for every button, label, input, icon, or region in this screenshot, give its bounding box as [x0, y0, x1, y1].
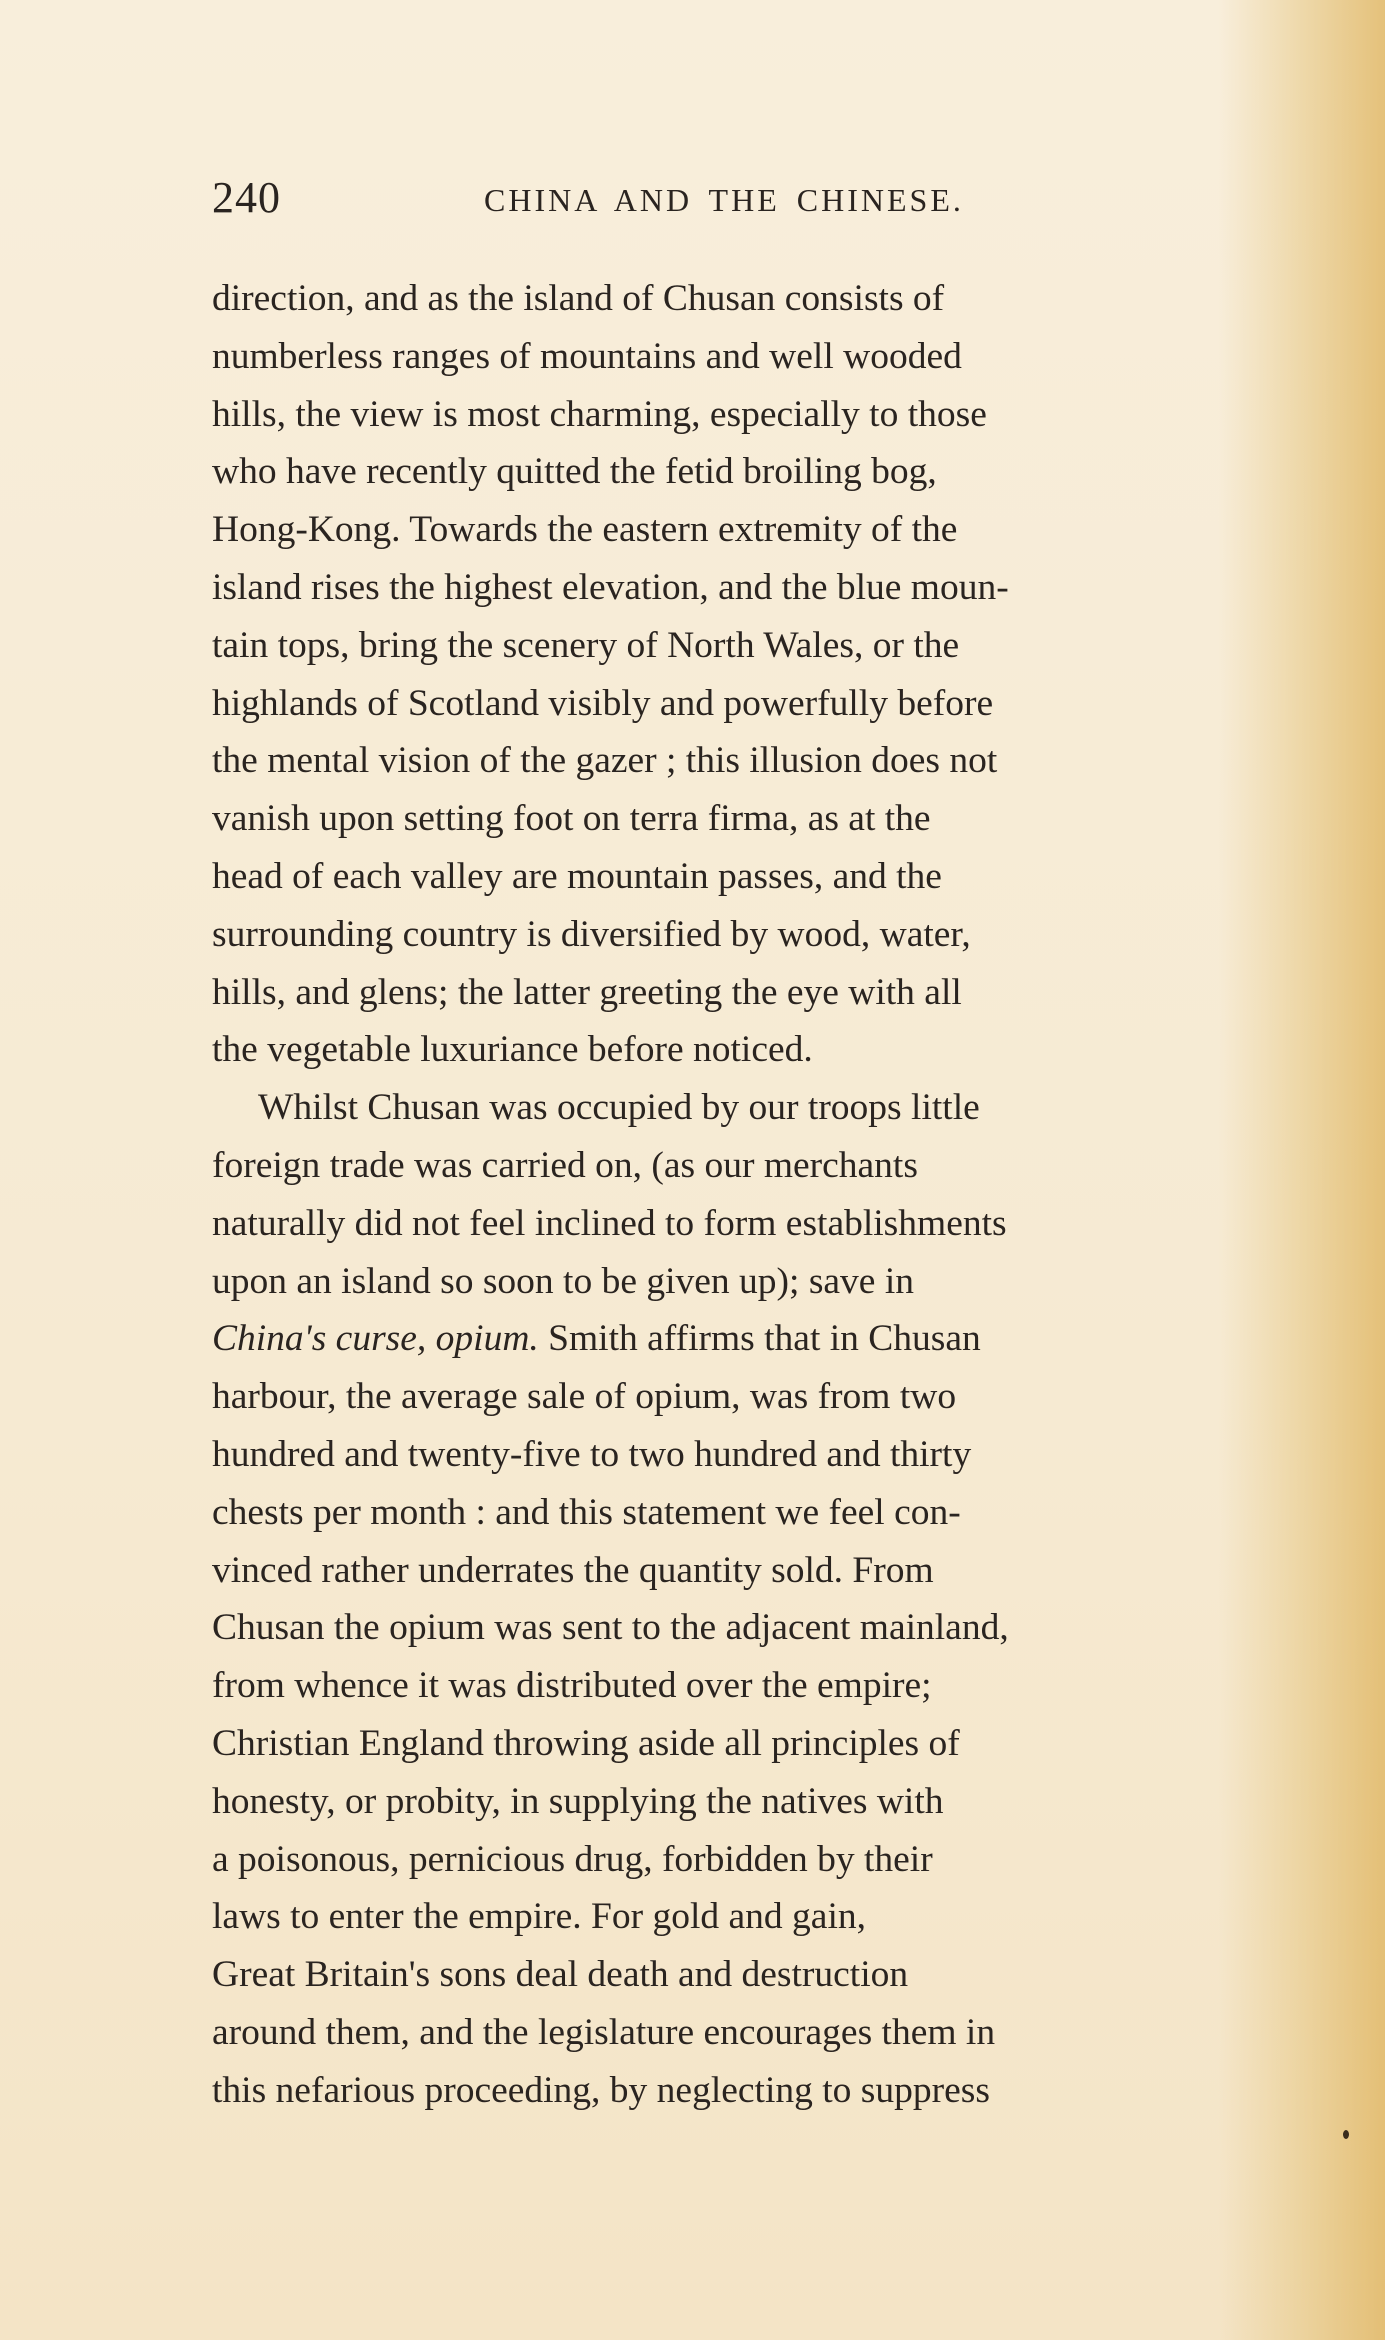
line-text: island rises the highest elevation, and the blue moun-: [212, 566, 1009, 608]
page-header: [212, 172, 1052, 232]
text-line: [212, 2004, 1312, 2062]
body-text: [212, 270, 1312, 2120]
text-line: [212, 1946, 1312, 2004]
text-line: [212, 1368, 1312, 1426]
line-text: Whilst Chusan was occupied by our troops little: [258, 1087, 980, 1129]
line-text: Chusan the opium was sent to the adjacent mainland,: [212, 1607, 1009, 1649]
line-text: highlands of Scotland visibly and powerfully before: [212, 682, 994, 724]
line-text: head of each valley are mountain passes, and the: [212, 855, 942, 897]
line-text: harbour, the average sale of opium, was from two: [212, 1376, 957, 1418]
text-line: [212, 1426, 1312, 1484]
text-line: [212, 1253, 1312, 1311]
line-text: vinced rather underrates the quantity sold. From: [212, 1549, 934, 1591]
line-text: hills, the view is most charming, especially to those: [212, 393, 987, 435]
text-line: [212, 559, 1312, 617]
text-line: [212, 1542, 1312, 1600]
text-line: [212, 501, 1312, 559]
text-line: [212, 1195, 1312, 1253]
line-text: Hong-Kong. Towards the eastern extremity of the: [212, 509, 958, 551]
line-text: naturally did not feel inclined to form establishments: [212, 1202, 1007, 1244]
line-text: hundred and twenty-five to two hundred and thirty: [212, 1433, 972, 1475]
line-text: hills, and glens; the latter greeting the eye with all: [212, 971, 962, 1013]
line-text: vanish upon setting foot on terra firma, as at the: [212, 798, 931, 840]
line-text: who have recently quitted the fetid broiling bog,: [212, 451, 937, 493]
line-text: foreign trade was carried on, (as our merchants: [212, 1144, 918, 1186]
line-text: honesty, or probity, in supplying the natives with: [212, 1780, 944, 1822]
text-line: [212, 1137, 1312, 1195]
line-text: direction, and as the island of Chusan consists of: [212, 278, 945, 319]
italic-phrase: China's curse, opium.: [212, 1318, 539, 1360]
text-line: [212, 386, 1312, 444]
line-text: Smith affirms that in Chusan: [538, 1318, 981, 1360]
text-line: [212, 1599, 1312, 1657]
text-line: [212, 906, 1312, 964]
line-text: the mental vision of the gazer ; this illusion does not: [212, 740, 998, 782]
text-line: [212, 675, 1312, 733]
line-text: numberless ranges of mountains and well wooded: [212, 335, 962, 377]
text-line: [212, 790, 1312, 848]
line-text: tain tops, bring the scenery of North Wales, or the: [212, 624, 960, 666]
line-text: laws to enter the empire. For gold and gain,: [212, 1896, 866, 1938]
line-text: chests per month : and this statement we feel con-: [212, 1491, 961, 1533]
text-line: [212, 1310, 1312, 1368]
text-line: [212, 732, 1312, 790]
line-text: from whence it was distributed over the empire;: [212, 1665, 932, 1707]
line-text: the vegetable luxuriance before noticed.: [212, 1029, 813, 1071]
text-line: [212, 1484, 1312, 1542]
line-text: around them, and the legislature encourages them in: [212, 2011, 996, 2053]
line-text: Christian England throwing aside all principles of: [212, 1722, 960, 1764]
paragraph-first-line: [212, 1079, 1312, 1137]
text-line: [212, 964, 1312, 1022]
text-line: [212, 443, 1312, 501]
ink-speck: [1343, 2130, 1349, 2139]
page-number: 240: [212, 173, 281, 222]
text-line: [212, 328, 1312, 386]
text-line: [212, 270, 1312, 328]
line-text: a poisonous, pernicious drug, forbidden by their: [212, 1838, 933, 1880]
text-line: [212, 1773, 1312, 1831]
text-line: [212, 1831, 1312, 1889]
text-line: [212, 1888, 1312, 1946]
line-text: upon an island so soon to be given up); save in: [212, 1260, 914, 1302]
text-line: [212, 1715, 1312, 1773]
text-line: [212, 2062, 1312, 2120]
text-line: [212, 1657, 1312, 1715]
text-line: [212, 617, 1312, 675]
text-line: [212, 1021, 1312, 1079]
line-text: surrounding country is diversified by wood, water,: [212, 913, 971, 955]
line-text: this nefarious proceeding, by neglecting to suppress: [212, 2069, 990, 2111]
text-line: [212, 848, 1312, 906]
running-head: CHINA AND THE CHINESE.: [484, 182, 964, 218]
line-text: Great Britain's sons deal death and destruction: [212, 1954, 909, 1996]
